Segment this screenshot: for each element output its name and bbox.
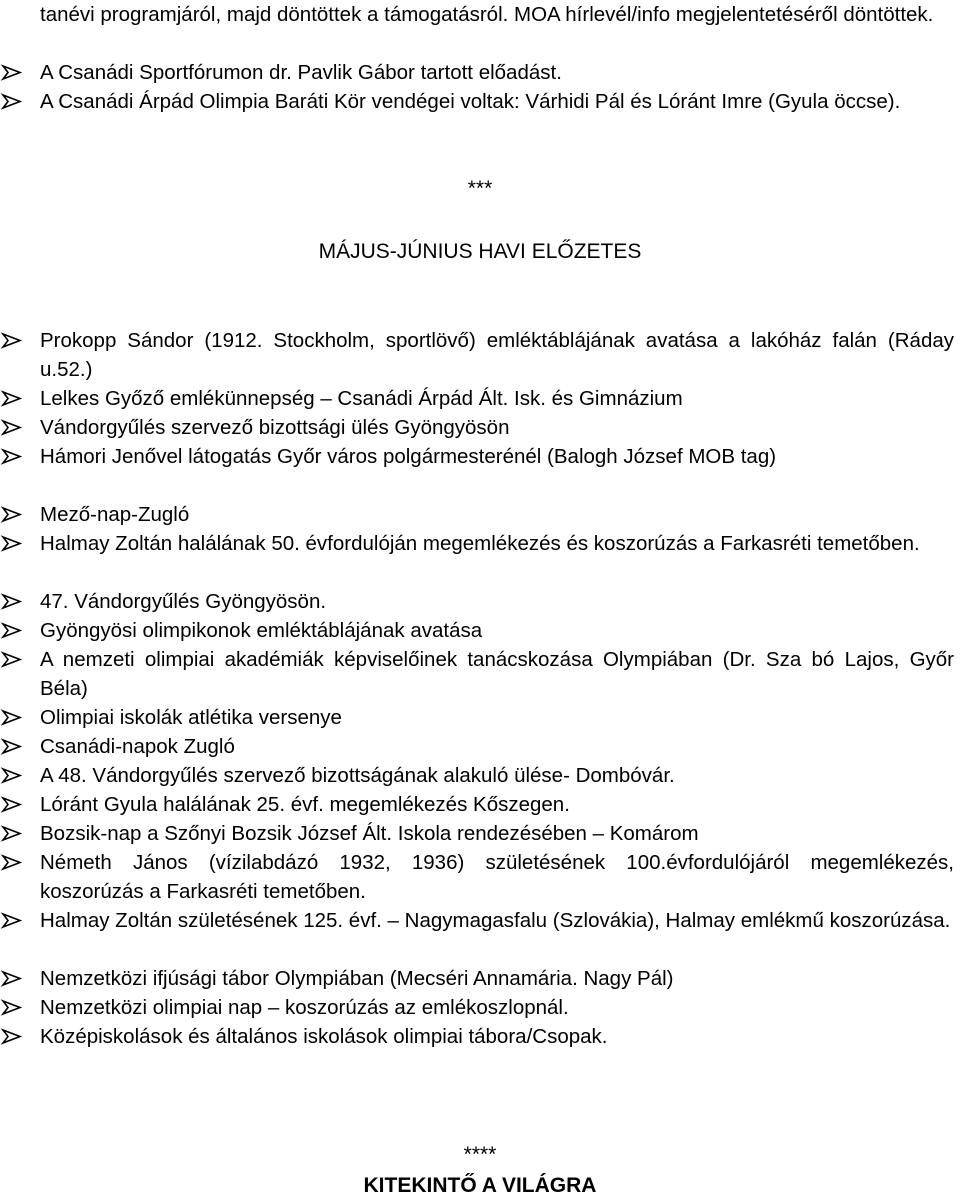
list-item-text: Hámori Jenővel látogatás Győr város polgármesterénél (Balogh József MOB tag) bbox=[40, 445, 777, 468]
arrow-bullet-icon bbox=[0, 87, 24, 116]
list-item-text: Vándorgyűlés szervező bizottsági ülés Gyöngyösön bbox=[40, 416, 510, 439]
list-item-text: Halmay Zoltán születésének 125. évf. – Nagymagasfalu (Szlovákia), Halmay emlékmű koszorúzása. bbox=[40, 909, 951, 932]
list-item-text: A 48. Vándorgyűlés szervező bizottságának alakuló ülése- Dombóvár. bbox=[40, 764, 675, 787]
arrow-bullet-icon bbox=[0, 819, 24, 848]
list-item-text: Olimpiai iskolák atlétika versenye bbox=[40, 706, 342, 729]
list-item-text: Bozsik-nap a Szőnyi Bozsik József Ált. Iskola rendezésében – Komárom bbox=[40, 822, 699, 845]
arrow-bullet-icon bbox=[0, 500, 24, 529]
list-item-text: Gyöngyösi olimpikonok emléktáblájának avatása bbox=[40, 619, 483, 642]
list-item bbox=[0, 790, 954, 819]
list-item bbox=[0, 761, 954, 790]
list-item bbox=[0, 616, 954, 645]
list-item bbox=[0, 819, 954, 848]
arrow-bullet-icon bbox=[0, 964, 24, 993]
arrow-bullet-icon bbox=[0, 790, 24, 819]
section-title: MÁJUS-JÚNIUS HAVI ELŐZETES bbox=[318, 240, 642, 263]
intro-paragraph: tanévi programjáról, majd döntöttek a támogatásról. MOA hírlevél/info megjelentetéséről döntöttek. bbox=[40, 3, 934, 26]
arrow-bullet-icon bbox=[0, 616, 24, 645]
list-item bbox=[0, 964, 954, 993]
list-item bbox=[0, 384, 954, 413]
arrow-bullet-icon bbox=[0, 993, 24, 1022]
arrow-bullet-icon bbox=[0, 326, 24, 355]
intro-list-item bbox=[0, 58, 954, 87]
list-item bbox=[0, 413, 954, 442]
arrow-bullet-icon bbox=[0, 413, 24, 442]
list-item-text: Nemzetközi ifjúsági tábor Olympiában (Mecséri Annamária. Nagy Pál) bbox=[40, 967, 674, 990]
arrow-bullet-icon bbox=[0, 848, 24, 877]
list-item-text: A nemzeti olimpiai akadémiák képviselőinek tanácskozása Olympiában (Dr. Sza bó Lajos, Győr Béla) bbox=[40, 648, 954, 700]
list-item bbox=[0, 587, 954, 616]
separator-stars: **** bbox=[463, 1143, 497, 1166]
arrow-bullet-icon bbox=[0, 732, 24, 761]
list-item-text: Lelkes Győző emlékünnepség – Csanádi Árpád Ált. Isk. és Gimnázium bbox=[40, 387, 683, 410]
list-item bbox=[0, 993, 954, 1022]
list-item bbox=[0, 848, 954, 906]
intro-list-item bbox=[0, 87, 954, 116]
arrow-bullet-icon bbox=[0, 703, 24, 732]
list-item bbox=[0, 500, 954, 529]
arrow-bullet-icon bbox=[0, 761, 24, 790]
arrow-bullet-icon bbox=[0, 529, 24, 558]
separator-stars: *** bbox=[467, 177, 493, 200]
list-item-text: Nemzetközi olimpiai nap – koszorúzás az emlékoszlopnál. bbox=[40, 996, 569, 1019]
list-item-text: Prokopp Sándor (1912. Stockholm, sportlövő) emléktáblájának avatása a lakóház falán (Ráday u.52.) bbox=[40, 329, 954, 381]
list-item bbox=[0, 732, 954, 761]
list-item-text: A Csanádi Sportfórumon dr. Pavlik Gábor tartott előadást. bbox=[40, 61, 562, 84]
list-item bbox=[0, 906, 954, 935]
next-section-title: KITEKINTŐ A VILÁGRA bbox=[363, 1174, 597, 1197]
list-item-text: Lóránt Gyula halálának 25. évf. megemlékezés Kőszegen. bbox=[40, 793, 570, 816]
list-item-text: 47. Vándorgyűlés Gyöngyösön. bbox=[40, 590, 327, 613]
list-item-text: Mező-nap-Zugló bbox=[40, 503, 190, 526]
list-item-text: A Csanádi Árpád Olimpia Baráti Kör vendégei voltak: Várhidi Pál és Lóránt Imre (Gyula öccse). bbox=[40, 90, 901, 113]
list-item bbox=[0, 326, 954, 384]
list-item-text: Középiskolások és általános iskolások olimpiai tábora/Csopak. bbox=[40, 1025, 608, 1048]
list-item-text: Németh János (vízilabdázó 1932, 1936) születésének 100.évfordulójáról megemlékezés, koszorúzás a Farkasréti temetőben. bbox=[40, 851, 954, 903]
arrow-bullet-icon bbox=[0, 906, 24, 935]
list-item bbox=[0, 529, 954, 558]
arrow-bullet-icon bbox=[0, 645, 24, 674]
arrow-bullet-icon bbox=[0, 587, 24, 616]
list-item bbox=[0, 442, 954, 471]
arrow-bullet-icon bbox=[0, 1022, 24, 1051]
list-item bbox=[0, 1022, 954, 1051]
list-item bbox=[0, 645, 954, 703]
list-item-text: Csanádi-napok Zugló bbox=[40, 735, 235, 758]
arrow-bullet-icon bbox=[0, 442, 24, 471]
list-item-text: Halmay Zoltán halálának 50. évfordulóján megemlékezés és koszorúzás a Farkasréti temetőben. bbox=[40, 532, 920, 555]
arrow-bullet-icon bbox=[0, 58, 24, 87]
list-item bbox=[0, 703, 954, 732]
arrow-bullet-icon bbox=[0, 384, 24, 413]
